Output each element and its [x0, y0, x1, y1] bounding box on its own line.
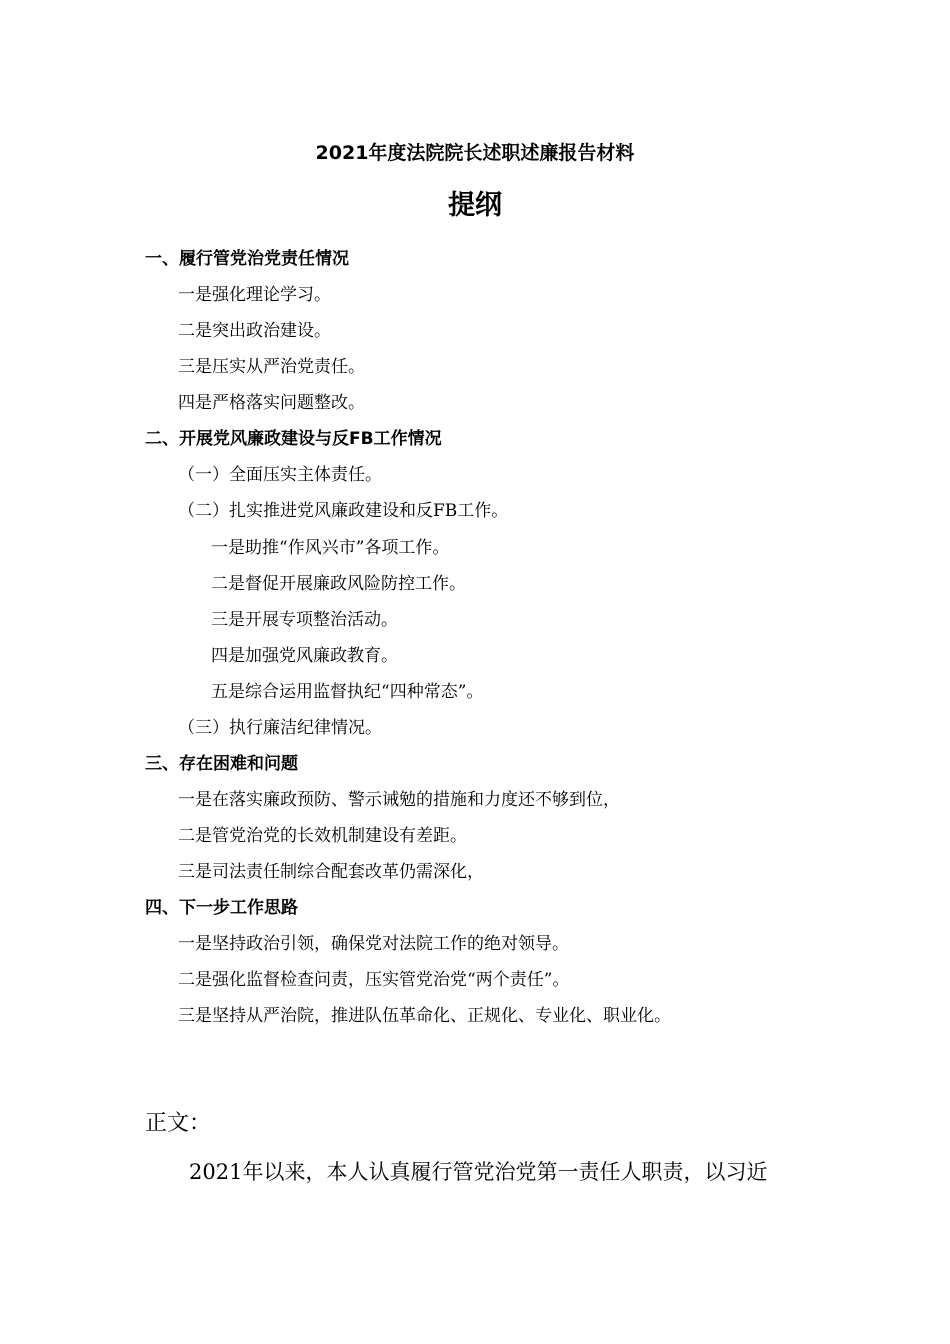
list-item: 一是强化理论学习。	[178, 285, 331, 305]
list-item: 三是压实从严治党责任。	[178, 357, 365, 377]
list-item: 二是督促开展廉政风险防控工作。	[211, 574, 466, 594]
list-item: 五是综合运用监督执纪“四种常态”。	[211, 682, 484, 702]
section-heading: 二、开展党风廉政建设与反FB工作情况	[145, 429, 442, 449]
sub-heading: （二）扎实推进党风廉政建设和反FB工作。	[178, 501, 509, 521]
section-heading: 一、履行管党治党责任情况	[145, 249, 349, 269]
list-item: 二是突出政治建设。	[178, 321, 331, 341]
list-item: 一是坚持政治引领，确保党对法院工作的绝对领导。	[178, 934, 569, 954]
document-title: 2021年度法院院长述职述廉报告材料	[315, 142, 635, 164]
list-item: 三是开展专项整治活动。	[211, 610, 398, 630]
section-heading: 四、下一步工作思路	[145, 898, 298, 918]
list-item: 一是在落实廉政预防、警示诫勉的措施和力度还不够到位，	[178, 790, 620, 810]
section-heading: 三、存在困难和问题	[145, 754, 298, 774]
sub-heading: （三）执行廉洁纪律情况。	[178, 718, 382, 738]
body-paragraph: 2021年以来，本人认真履行管党治党第一责任人职责，以习近	[189, 1160, 768, 1184]
document-subtitle: 提纲	[448, 190, 502, 221]
list-item: 一是助推“作风兴市”各项工作。	[211, 538, 450, 558]
sub-heading: （一）全面压实主体责任。	[178, 465, 382, 485]
list-item: 三是司法责任制综合配套改革仍需深化，	[178, 862, 484, 882]
list-item: 三是坚持从严治院，推进队伍革命化、正规化、专业化、职业化。	[178, 1006, 671, 1026]
list-item: 二是强化监督检查问责，压实管党治党“两个责任”。	[178, 970, 570, 990]
body-heading: 正文：	[145, 1111, 212, 1136]
list-item: 二是管党治党的长效机制建设有差距。	[178, 826, 467, 846]
list-item: 四是加强党风廉政教育。	[211, 646, 398, 666]
list-item: 四是严格落实问题整改。	[178, 393, 365, 413]
